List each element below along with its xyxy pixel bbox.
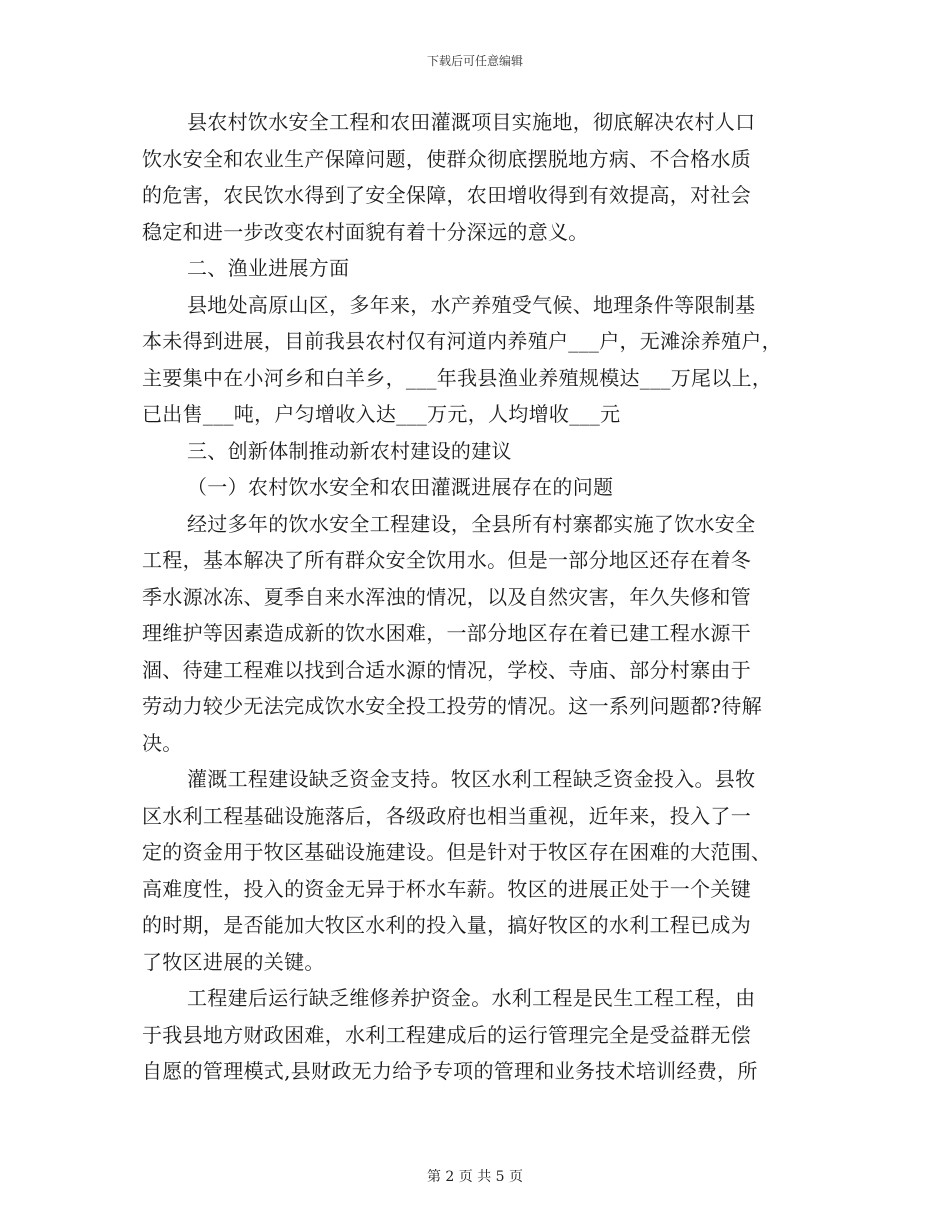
text-line: 决。 xyxy=(142,730,183,755)
text-line: 的时期，是否能加大牧区水利的投入量，搞好牧区的水利工程已成为 xyxy=(142,913,751,937)
text-line: 了牧区进展的关键。 xyxy=(142,949,325,974)
document-body xyxy=(142,104,812,1090)
page-header-note: 下载后可任意编辑 xyxy=(426,54,523,68)
text-line: 三、创新体制推动新农村建设的建议 xyxy=(187,438,512,463)
text-line: 灌溉工程建设缺乏资金支持。牧区水利工程缺乏资金投入。县牧 xyxy=(187,767,756,791)
text-line: 区水利工程基础设施落后，各级政府也相当重视，近年来，投入了一 xyxy=(142,803,751,828)
page-number-footer: 第 2 页 共 5 页 xyxy=(426,1169,524,1185)
text-line: 涸、待建工程难以找到合适水源的情况，学校、寺庙、部分村寨由于 xyxy=(142,657,751,682)
text-line: 二、渔业进展方面 xyxy=(187,256,350,280)
text-line: 理维护等因素造成新的饮水困难，一部分地区存在着已建工程水源干 xyxy=(142,621,751,645)
text-line: 饮水安全和农业生产保障问题，使群众彻底摆脱地方病、不合格水质 xyxy=(142,146,751,171)
text-line: 于我县地方财政困难，水利工程建成后的运行管理完全是受益群无偿 xyxy=(142,1022,751,1047)
text-line: 工程建后运行缺乏维修养护资金。水利工程是民生工程工程，由 xyxy=(187,986,756,1010)
text-line: 稳定和进一步改变农村面貌有着十分深远的意义。 xyxy=(142,219,589,244)
text-line: 劳动力较少无法完成饮水安全投工投劳的情况。这一系列问题都?待解 xyxy=(142,694,763,718)
text-line: 季水源冰冻、夏季自来水浑浊的情况，以及自然灾害，年久失修和管 xyxy=(142,584,751,609)
text-line: 县地处高原山区，多年来，水产养殖受气候、地理条件等限制基 xyxy=(187,292,756,317)
text-line: 高难度性，投入的资金无异于杯水车薪。牧区的进展正处于一个关键 xyxy=(142,876,751,901)
text-line: 工程，基本解决了所有群众安全饮用水。但是一部分地区还存在着冬 xyxy=(142,548,751,572)
text-line: （一）农村饮水安全和农田灌溉进展存在的问题 xyxy=(187,475,614,499)
text-line: 经过多年的饮水安全工程建设，全县所有村寨都实施了饮水安全 xyxy=(187,511,756,536)
text-line: 定的资金用于牧区基础设施建设。但是针对于牧区存在困难的大范围、 xyxy=(142,840,772,864)
text-line: 的危害，农民饮水得到了安全保障，农田增收得到有效提高，对社会 xyxy=(142,183,751,207)
text-line: 县农村饮水安全工程和农田灌溉项目实施地，彻底解决农村人口 xyxy=(187,110,756,134)
text-line: 主要集中在小河乡和白羊乡，___年我县渔业养殖规模达___万尾以上， xyxy=(142,365,773,390)
text-line: 本未得到进展，目前我县农村仅有河道内养殖户___户，无滩涂养殖户， xyxy=(142,329,782,353)
text-line: 已出售___吨，户匀增收入达___万元，人均增收___元 xyxy=(142,402,621,426)
text-line: 自愿的管理模式,县财政无力给予专项的管理和业务技术培训经费，所 xyxy=(142,1059,758,1083)
